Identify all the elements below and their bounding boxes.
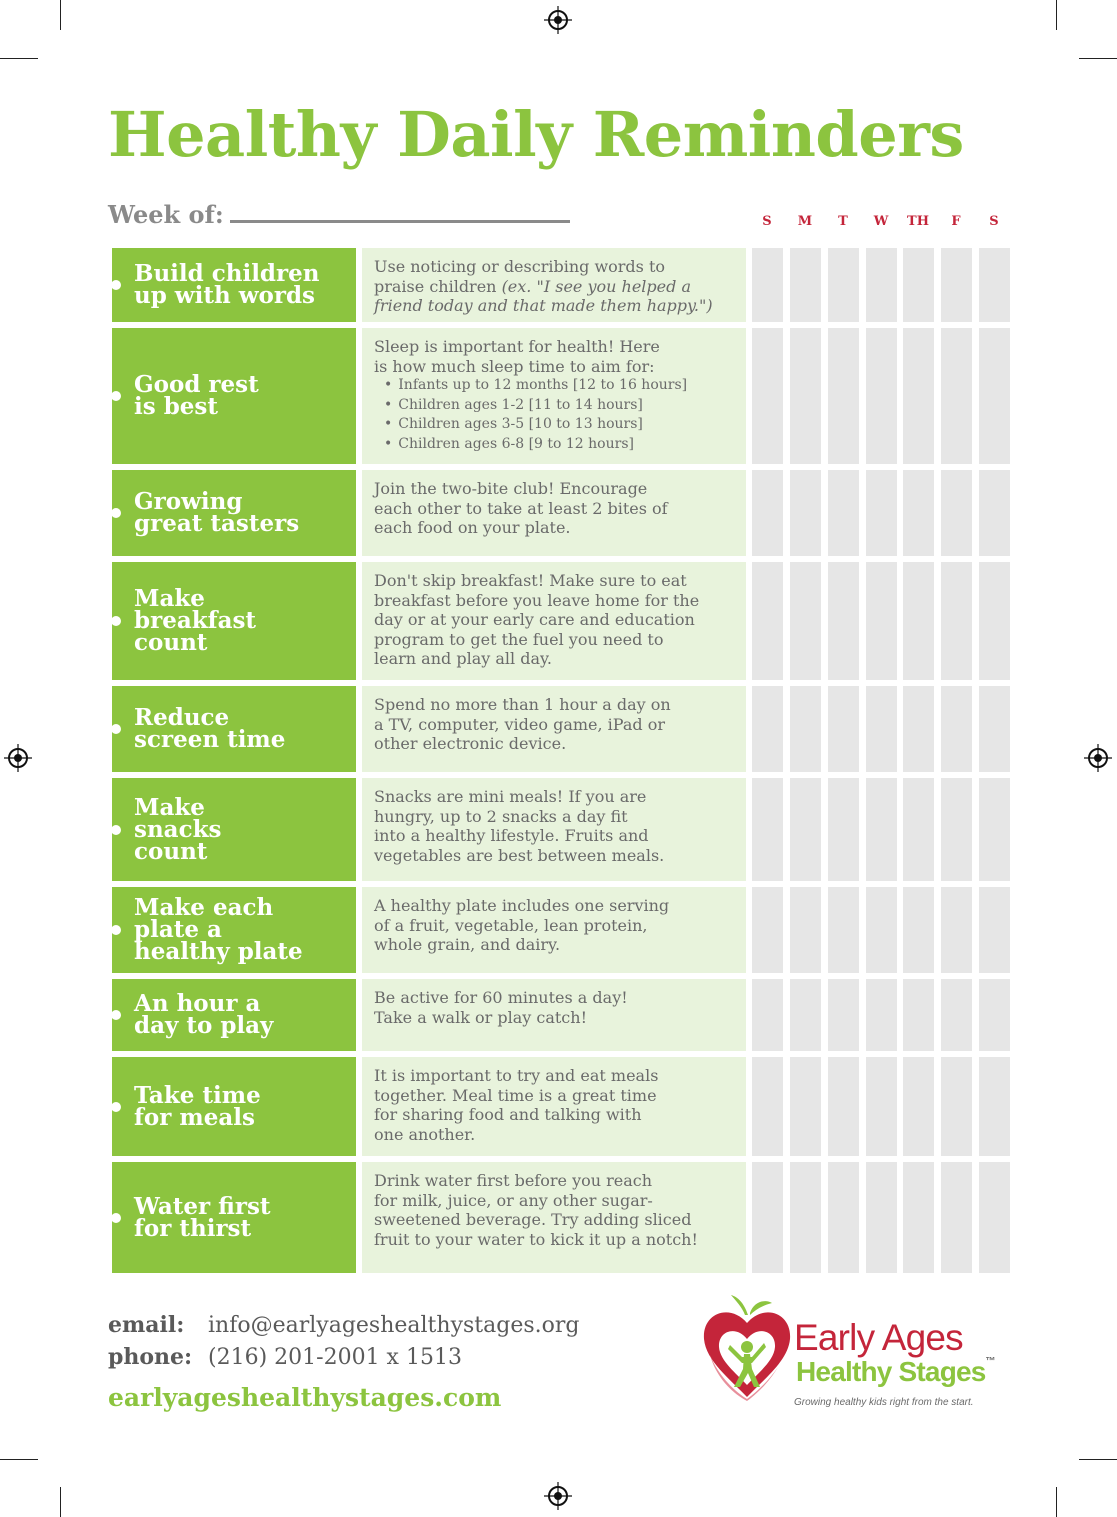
reminder-title: Good rest is best <box>134 371 259 420</box>
registration-mark-icon <box>543 1481 573 1511</box>
checkbox-cell-wednesday[interactable] <box>866 1162 897 1273</box>
reminder-title: An hour a day to play <box>134 990 274 1039</box>
checkbox-cell-monday[interactable] <box>790 248 821 322</box>
checkbox-cell-friday[interactable] <box>941 562 972 680</box>
email-label: email: <box>108 1312 185 1338</box>
organization-logo <box>700 1295 1020 1420</box>
crop-mark <box>1079 58 1117 59</box>
checkbox-cell-thursday[interactable] <box>903 778 934 881</box>
phone-number[interactable]: (216) 201-2001 x 1513 <box>208 1345 462 1370</box>
checkbox-cell-saturday[interactable] <box>979 328 1010 464</box>
reminder-description-box <box>362 470 746 556</box>
reminder-title-box <box>112 686 356 772</box>
checkbox-cell-tuesday[interactable] <box>828 248 859 322</box>
reminder-description <box>374 695 734 754</box>
reminder-description-box <box>362 686 746 772</box>
logo-tagline: Growing healthy kids right from the start. <box>794 1397 974 1408</box>
reminder-title: Water first for thirst <box>134 1192 271 1242</box>
day-header-sunday: S <box>762 214 772 229</box>
checkbox-cell-monday[interactable] <box>790 887 821 973</box>
checkbox-cell-monday[interactable] <box>790 979 821 1051</box>
logo-name-line2 <box>796 1356 995 1388</box>
reminder-description-box <box>362 1057 746 1156</box>
checkbox-cell-wednesday[interactable] <box>866 1057 897 1156</box>
reminder-description <box>374 337 734 376</box>
registration-mark-icon <box>1083 743 1113 773</box>
reminder-title-box <box>112 328 356 464</box>
reminder-description-text: Be active for 60 minutes a day! Take a walk or play catch! <box>374 988 628 1027</box>
checkbox-cell-saturday[interactable] <box>979 686 1010 772</box>
reminder-title-box <box>112 470 356 556</box>
checkbox-cell-sunday[interactable] <box>752 248 783 322</box>
checkbox-cell-monday[interactable] <box>790 1162 821 1273</box>
checkbox-cell-thursday[interactable] <box>903 979 934 1051</box>
checkbox-cell-thursday[interactable] <box>903 470 934 556</box>
reminder-description-text: Snacks are mini meals! If you are hungry, up to 2 snacks a day fit into a healthy lifestyle. Fruits and vegetables are best between meals. <box>374 787 665 865</box>
reminder-description-box <box>362 979 746 1051</box>
checkbox-cell-saturday[interactable] <box>979 470 1010 556</box>
crop-mark <box>1056 1487 1057 1517</box>
reminder-row <box>112 248 1010 322</box>
day-header-friday: F <box>951 214 961 229</box>
checkbox-cell-friday[interactable] <box>941 470 972 556</box>
checkbox-cell-tuesday[interactable] <box>828 562 859 680</box>
reminder-description <box>374 257 734 316</box>
checkbox-cell-thursday[interactable] <box>903 248 934 322</box>
reminder-title-box <box>112 887 356 973</box>
checkbox-cell-wednesday[interactable] <box>866 887 897 973</box>
list-item: • Infants up to 12 months [12 to 16 hours] <box>384 376 734 396</box>
reminder-description-text: Join the two-bite club! Encourage each other to take at least 2 bites of each food on your plate. <box>374 479 668 537</box>
checkbox-cell-thursday[interactable] <box>903 562 934 680</box>
checkbox-cell-saturday[interactable] <box>979 1057 1010 1156</box>
checkbox-cell-tuesday[interactable] <box>828 686 859 772</box>
reminder-title: Make breakfast count <box>134 585 257 656</box>
list-item: • Children ages 1-2 [11 to 14 hours] <box>384 396 734 416</box>
checkbox-cell-friday[interactable] <box>941 248 972 322</box>
reminder-description <box>374 571 734 669</box>
checkbox-cell-saturday[interactable] <box>979 248 1010 322</box>
reminder-title-box <box>112 1162 356 1273</box>
checkbox-cell-sunday[interactable] <box>752 470 783 556</box>
checkbox-cell-tuesday[interactable] <box>828 887 859 973</box>
checkbox-cell-monday[interactable] <box>790 470 821 556</box>
reminder-title: Make each plate a healthy plate <box>134 894 303 965</box>
checkbox-cell-friday[interactable] <box>941 686 972 772</box>
day-header-saturday: S <box>989 214 999 229</box>
checkbox-cell-tuesday[interactable] <box>828 328 859 464</box>
checkbox-cell-friday[interactable] <box>941 778 972 881</box>
trademark-symbol: ™ <box>985 1356 995 1367</box>
checkbox-cell-thursday[interactable] <box>903 1057 934 1156</box>
website-link[interactable]: earlyageshealthystages.com <box>108 1383 502 1412</box>
phone-label: phone: <box>108 1344 193 1370</box>
checkbox-cell-saturday[interactable] <box>979 1162 1010 1273</box>
day-header-monday: M <box>797 214 813 229</box>
checkbox-cell-wednesday[interactable] <box>866 979 897 1051</box>
reminder-description-text: It is important to try and eat meals together. Meal time is a great time for sharing food and talking with one another. <box>374 1066 659 1144</box>
day-header-tuesday: T <box>838 214 848 229</box>
crop-mark <box>1056 0 1057 30</box>
checkbox-cell-friday[interactable] <box>941 887 972 973</box>
reminder-description <box>374 787 734 865</box>
reminder-row <box>112 328 1010 464</box>
list-item: • Children ages 3-5 [10 to 13 hours] <box>384 415 734 435</box>
crop-mark <box>0 58 38 59</box>
logo-name-line1: Early Ages <box>794 1317 963 1358</box>
checkbox-cell-thursday[interactable] <box>903 1162 934 1273</box>
reminder-description-box <box>362 248 746 322</box>
checkbox-cell-monday[interactable] <box>790 778 821 881</box>
reminder-description-box <box>362 1162 746 1273</box>
reminder-row <box>112 979 1010 1051</box>
reminder-description <box>374 1066 734 1144</box>
reminder-description-box <box>362 887 746 973</box>
logo-name-text: Healthy Stages <box>796 1356 986 1387</box>
reminder-title: Take time for meals <box>134 1081 261 1131</box>
reminder-row <box>112 1162 1010 1273</box>
checkbox-cell-sunday[interactable] <box>752 1057 783 1156</box>
checkbox-cell-monday[interactable] <box>790 328 821 464</box>
day-header-thursday: TH <box>907 214 929 229</box>
registration-mark-icon <box>543 5 573 35</box>
reminder-description-text: Sleep is important for health! Here is how much sleep time to aim for: <box>374 337 660 376</box>
checkbox-cell-thursday[interactable] <box>903 686 934 772</box>
reminder-description-box <box>362 328 746 464</box>
reminder-description <box>374 896 734 955</box>
checkbox-cell-tuesday[interactable] <box>828 1162 859 1273</box>
checkbox-cell-wednesday[interactable] <box>866 562 897 680</box>
reminder-row <box>112 1057 1010 1156</box>
reminder-row <box>112 887 1010 973</box>
checkbox-cell-friday[interactable] <box>941 979 972 1051</box>
checkbox-cell-sunday[interactable] <box>752 686 783 772</box>
reminder-description-text: Spend no more than 1 hour a day on a TV, computer, video game, iPad or other electronic device. <box>374 695 671 753</box>
checkbox-cell-monday[interactable] <box>790 686 821 772</box>
reminder-description <box>374 988 734 1027</box>
week-of-field[interactable] <box>108 200 570 229</box>
week-of-line[interactable] <box>230 220 570 223</box>
checkbox-cell-saturday[interactable] <box>979 979 1010 1051</box>
reminder-row <box>112 686 1010 772</box>
sleep-guidelines-list <box>374 376 734 454</box>
checkbox-cell-monday[interactable] <box>790 1057 821 1156</box>
list-item: • Children ages 6-8 [9 to 12 hours] <box>384 435 734 455</box>
crop-mark <box>60 0 61 30</box>
reminder-title-box <box>112 248 356 322</box>
checkbox-cell-wednesday[interactable] <box>866 470 897 556</box>
crop-mark <box>0 1459 38 1460</box>
checkbox-cell-sunday[interactable] <box>752 562 783 680</box>
checkbox-cell-wednesday[interactable] <box>866 328 897 464</box>
checkbox-cell-tuesday[interactable] <box>828 979 859 1051</box>
reminder-row <box>112 778 1010 881</box>
reminder-title: Growing great tasters <box>134 488 300 537</box>
checkbox-cell-saturday[interactable] <box>979 778 1010 881</box>
checkbox-cell-wednesday[interactable] <box>866 778 897 881</box>
checkbox-cell-saturday[interactable] <box>979 887 1010 973</box>
reminder-description-text: A healthy plate includes one serving of a fruit, vegetable, lean protein, whole grain, and dairy. <box>374 896 670 954</box>
checkbox-cell-sunday[interactable] <box>752 328 783 464</box>
checkbox-cell-tuesday[interactable] <box>828 778 859 881</box>
reminder-title: Reduce screen time <box>134 704 286 753</box>
checkbox-cell-friday[interactable] <box>941 1162 972 1273</box>
checkbox-cell-friday[interactable] <box>941 328 972 464</box>
checkbox-cell-wednesday[interactable] <box>866 686 897 772</box>
checkbox-cell-wednesday[interactable] <box>866 248 897 322</box>
checkbox-cell-monday[interactable] <box>790 562 821 680</box>
reminder-description-text: Use noticing or describing words to praise children <box>374 257 666 296</box>
week-of-label: Week of: <box>108 200 224 229</box>
checkbox-cell-sunday[interactable] <box>752 778 783 881</box>
reminder-description-text: Don't skip breakfast! Make sure to eat breakfast before you leave home for the day or at your early care and education program to get the fuel you need to learn and play all day. <box>374 571 700 668</box>
email-address[interactable]: info@earlyageshealthystages.org <box>208 1313 580 1338</box>
checkbox-cell-sunday[interactable] <box>752 1162 783 1273</box>
checkbox-cell-sunday[interactable] <box>752 887 783 973</box>
checkbox-cell-friday[interactable] <box>941 1057 972 1156</box>
checkbox-cell-tuesday[interactable] <box>828 470 859 556</box>
reminder-description-box <box>362 562 746 680</box>
checkbox-cell-saturday[interactable] <box>979 562 1010 680</box>
reminder-description <box>374 1171 734 1249</box>
reminder-row <box>112 470 1010 556</box>
registration-mark-icon <box>3 743 33 773</box>
checkbox-cell-tuesday[interactable] <box>828 1057 859 1156</box>
crop-mark <box>1079 1459 1117 1460</box>
email-line <box>108 1312 579 1338</box>
page-title: Healthy Daily Reminders <box>108 98 964 171</box>
reminder-description <box>374 479 734 538</box>
reminder-title-box <box>112 1057 356 1156</box>
reminder-description-text: Drink water first before you reach for milk, juice, or any other sugar- sweetened beverage. Try adding sliced fruit to your water to kick it up a notch! <box>374 1171 698 1249</box>
reminder-description-box <box>362 778 746 881</box>
reminder-title-box <box>112 562 356 680</box>
reminder-title-box <box>112 979 356 1051</box>
checkbox-cell-thursday[interactable] <box>903 887 934 973</box>
reminder-title: Build children up with words <box>134 260 320 309</box>
reminder-title: Make snacks count <box>134 793 222 865</box>
crop-mark <box>60 1487 61 1517</box>
reminder-row <box>112 562 1010 680</box>
phone-line <box>108 1344 462 1370</box>
checkbox-cell-thursday[interactable] <box>903 328 934 464</box>
apple-heart-logo-icon <box>700 1295 795 1405</box>
day-header-wednesday: W <box>873 214 889 229</box>
reminder-title-box <box>112 778 356 881</box>
reminder-description-example: (ex. "I see you helped a friend today and that made them happy.") <box>374 276 713 315</box>
checkbox-cell-sunday[interactable] <box>752 979 783 1051</box>
